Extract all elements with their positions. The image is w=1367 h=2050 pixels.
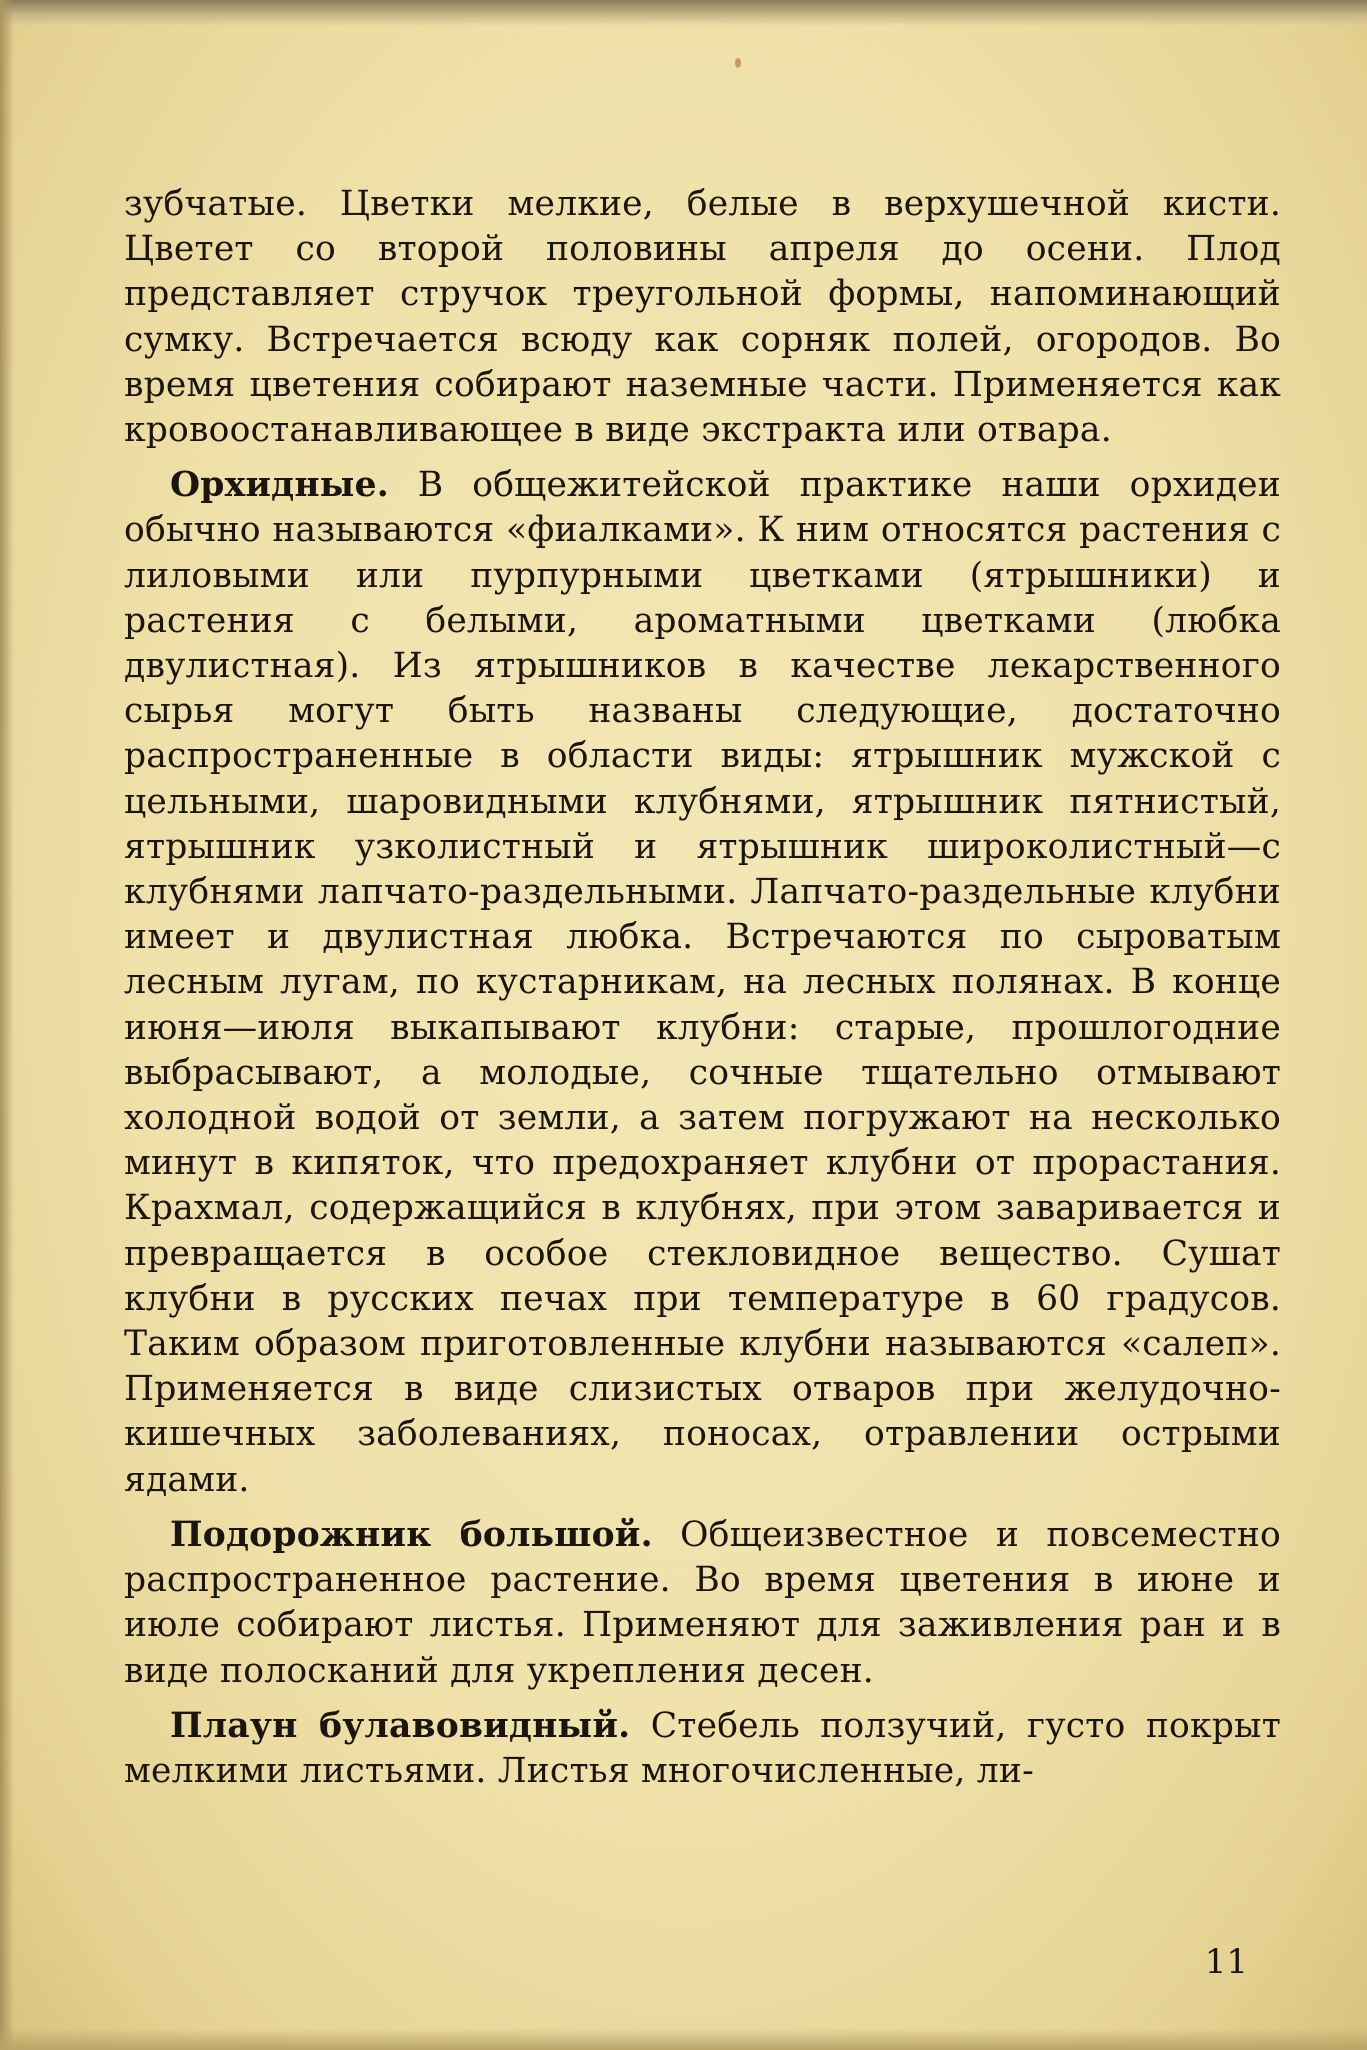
paragraph-term: Плаун булавовидный. — [170, 1705, 631, 1746]
page-left-edge — [0, 0, 14, 2050]
page-number: 11 — [1204, 1942, 1248, 1982]
paragraph-term: Подорожник большой. — [170, 1514, 653, 1555]
paragraph-text: В общежитейской практике наши орхидеи обычно называются «фиалками». К ним относятся растения с лиловыми или пурпурными цветками (ятрышники) и растения с белыми, ароматными цветками (любка двулистная). Из ятрышников в качестве лекарственного сырья могут быть названы следующие, достаточно распространенные в области виды: ятрышник мужской с цельными, шаровидными клубнями, ятрышник пятнистый, ятрышник узколистный и ятрышник широколистный—с клубнями лапчато-раздельными. Лапчато-раздельные клубни имеет и двулистная любка. Встречаются по сыроватым лесным лугам, по кустарникам, на лесных полянах. В конце июня—июля выкапывают клубни: старые, прошлогодние выбрасывают, а молодые, сочные тщательно отмывают холодной водой от земли, а затем погружают на несколько минут в кипяток, что предохраняет клубни от прорастания. Крахмал, содержащийся в клубнях, при этом заваривается и превращается в особое стекловидное вещество. Сушат клубни в русских печах при температуре в 60 градусов. Таким образом приготовленные клубни называются «салеп». Применяется в виде слизистых отваров при желудочно-кишечных заболеваниях, поносах, отравлении острыми ядами. — [124, 465, 1281, 1500]
paragraph-text: Общеизвестное и повсеместно распространенное растение. Во время цветения в июне и июле собирают листья. Применяют для заживления ран и в виде полосканий для укрепления десен. — [124, 1514, 1281, 1691]
page-top-edge — [0, 0, 1367, 26]
body-text — [124, 182, 1281, 1804]
paragraph-term: Орхидные. — [170, 465, 389, 506]
page-bottom-edge — [0, 2028, 1367, 2050]
paragraph-plantain — [124, 1513, 1281, 1694]
paragraph-text: зубчатые. Цветки мелкие, белые в верхушечной кисти. Цветет со второй половины апреля до осени. Плод представляет стручок треугольной формы, напоминающий сумку. Встречается всюду как сорняк полей, огородов. Во время цветения собирают наземные части. Применяется как кровоостанавливающее в виде экстракта или отвара. — [124, 184, 1281, 451]
paragraph-shepherds-purse — [124, 182, 1281, 453]
paragraph-orchids — [124, 463, 1281, 1503]
paragraph-clubmoss — [124, 1704, 1281, 1794]
paper-stain — [735, 58, 741, 68]
paragraph-text: Стебель ползучий, густо покрыт мелкими листьями. Листья многочисленные, ли- — [124, 1705, 1281, 1791]
